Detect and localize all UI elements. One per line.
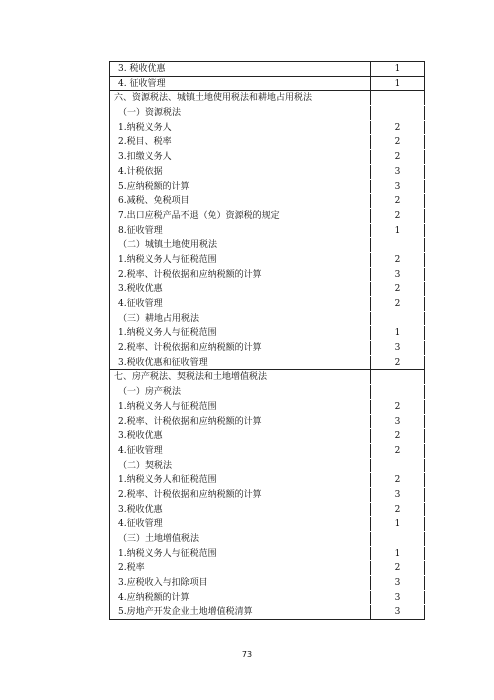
table-row [110, 165, 425, 180]
table-row [110, 473, 425, 488]
row-topic: 4.征收管理 [110, 297, 371, 311]
row-level: 1 [371, 77, 425, 91]
row-topic: 1.纳税义务人和征税范围 [110, 473, 371, 487]
row-level: 1 [371, 517, 425, 531]
row-topic: 1.纳税义务人与征税范围 [110, 547, 371, 561]
table-row [110, 503, 425, 518]
table-row [110, 547, 425, 562]
row-topic: （一）房产税法 [110, 385, 371, 399]
table-row [110, 297, 425, 312]
row-topic: （一）资源税法 [110, 106, 371, 120]
row-level [371, 370, 425, 384]
row-level: 2 [371, 194, 425, 208]
table-row [110, 605, 425, 620]
table-row [110, 150, 425, 165]
table-row [110, 341, 425, 356]
row-level: 1 [371, 326, 425, 340]
row-topic: 5.房地产开发企业土地增值税清算 [110, 605, 371, 619]
row-topic: 7.出口应税产品不退（免）资源税的规定 [110, 209, 371, 223]
row-topic: 1.纳税义务人 [110, 121, 371, 135]
row-level: 2 [371, 135, 425, 149]
row-topic: 2.税率、计税依据和应纳税额的计算 [110, 415, 371, 429]
table-row [110, 180, 425, 195]
row-level: 2 [371, 503, 425, 517]
row-level: 2 [371, 429, 425, 443]
row-level: 3 [371, 180, 425, 194]
table-row [110, 121, 425, 136]
table-row [110, 576, 425, 591]
row-level [371, 238, 425, 252]
row-level [371, 532, 425, 546]
table-row [110, 532, 425, 547]
row-level: 2 [371, 444, 425, 458]
row-topic: （三）土地增值税法 [110, 532, 371, 546]
row-topic: 2.税目、税率 [110, 135, 371, 149]
row-level [371, 106, 425, 120]
table-row [110, 268, 425, 283]
row-level [371, 385, 425, 399]
table-row [110, 91, 425, 106]
row-topic: 3.税收优惠 [110, 282, 371, 296]
table-row [110, 370, 425, 385]
row-level: 3 [371, 488, 425, 502]
row-topic: 3.应税收入与扣除项目 [110, 576, 371, 590]
row-topic: 3.税收优惠 [110, 429, 371, 443]
row-topic: 七、房产税法、契税法和土地增值税法 [110, 370, 371, 384]
row-topic: 4.征收管理 [110, 517, 371, 531]
table-row [110, 459, 425, 474]
row-topic: 1.纳税义务人与征税范围 [110, 400, 371, 414]
table-row [110, 561, 425, 576]
row-level: 1 [371, 62, 425, 76]
row-topic: 3.税收优惠和征收管理 [110, 356, 371, 370]
row-level: 2 [371, 400, 425, 414]
table-row [110, 62, 425, 77]
table-row [110, 253, 425, 268]
table-row [110, 209, 425, 224]
table-row [110, 429, 425, 444]
row-topic: 3. 税收优惠 [110, 62, 371, 76]
table-row [110, 356, 425, 371]
row-topic: 3.税收优惠 [110, 503, 371, 517]
table-row [110, 238, 425, 253]
row-level: 3 [371, 576, 425, 590]
row-level: 2 [371, 150, 425, 164]
row-topic: 2.税率、计税依据和应纳税额的计算 [110, 488, 371, 502]
row-topic: 1.纳税义务人与征税范围 [110, 326, 371, 340]
syllabus-table [109, 61, 425, 620]
table-row [110, 591, 425, 606]
row-level: 3 [371, 605, 425, 619]
row-level: 1 [371, 224, 425, 238]
row-level: 2 [371, 209, 425, 223]
table-row [110, 326, 425, 341]
table-row [110, 415, 425, 430]
table-row [110, 135, 425, 150]
row-topic: （二）城镇土地使用税法 [110, 238, 371, 252]
row-level: 2 [371, 297, 425, 311]
table-row [110, 312, 425, 327]
row-level [371, 459, 425, 473]
row-topic: 3.扣缴义务人 [110, 150, 371, 164]
row-level: 2 [371, 561, 425, 575]
row-topic: 4.计税依据 [110, 165, 371, 179]
row-level: 2 [371, 121, 425, 135]
table-row [110, 444, 425, 459]
row-topic: 2.税率、计税依据和应纳税额的计算 [110, 268, 371, 282]
row-topic: 1.纳税义务人与征税范围 [110, 253, 371, 267]
row-level: 3 [371, 415, 425, 429]
table-row [110, 106, 425, 121]
table-row [110, 77, 425, 92]
row-level: 3 [371, 591, 425, 605]
row-topic: 5.应纳税额的计算 [110, 180, 371, 194]
row-topic: （二）契税法 [110, 459, 371, 473]
row-level: 2 [371, 356, 425, 370]
table-row [110, 517, 425, 532]
table-row [110, 385, 425, 400]
row-level: 1 [371, 547, 425, 561]
row-level: 2 [371, 282, 425, 296]
row-level: 3 [371, 341, 425, 355]
row-level: 2 [371, 253, 425, 267]
row-level [371, 91, 425, 105]
table-row [110, 194, 425, 209]
row-topic: 2.税率 [110, 561, 371, 575]
row-topic: 4. 征收管理 [110, 77, 371, 91]
table-row [110, 488, 425, 503]
row-level: 3 [371, 165, 425, 179]
table-row [110, 400, 425, 415]
row-topic: 6.减税、免税项目 [110, 194, 371, 208]
row-topic: 2.税率、计税依据和应纳税额的计算 [110, 341, 371, 355]
page-number: 73 [241, 650, 253, 659]
table-row [110, 282, 425, 297]
table-row [110, 224, 425, 239]
row-topic: 4.应纳税额的计算 [110, 591, 371, 605]
row-level: 3 [371, 268, 425, 282]
row-topic: 8.征收管理 [110, 224, 371, 238]
row-topic: 六、资源税法、城镇土地使用税法和耕地占用税法 [110, 91, 371, 105]
row-topic: 4.征收管理 [110, 444, 371, 458]
row-topic: （三）耕地占用税法 [110, 312, 371, 326]
row-level [371, 312, 425, 326]
row-level: 2 [371, 473, 425, 487]
